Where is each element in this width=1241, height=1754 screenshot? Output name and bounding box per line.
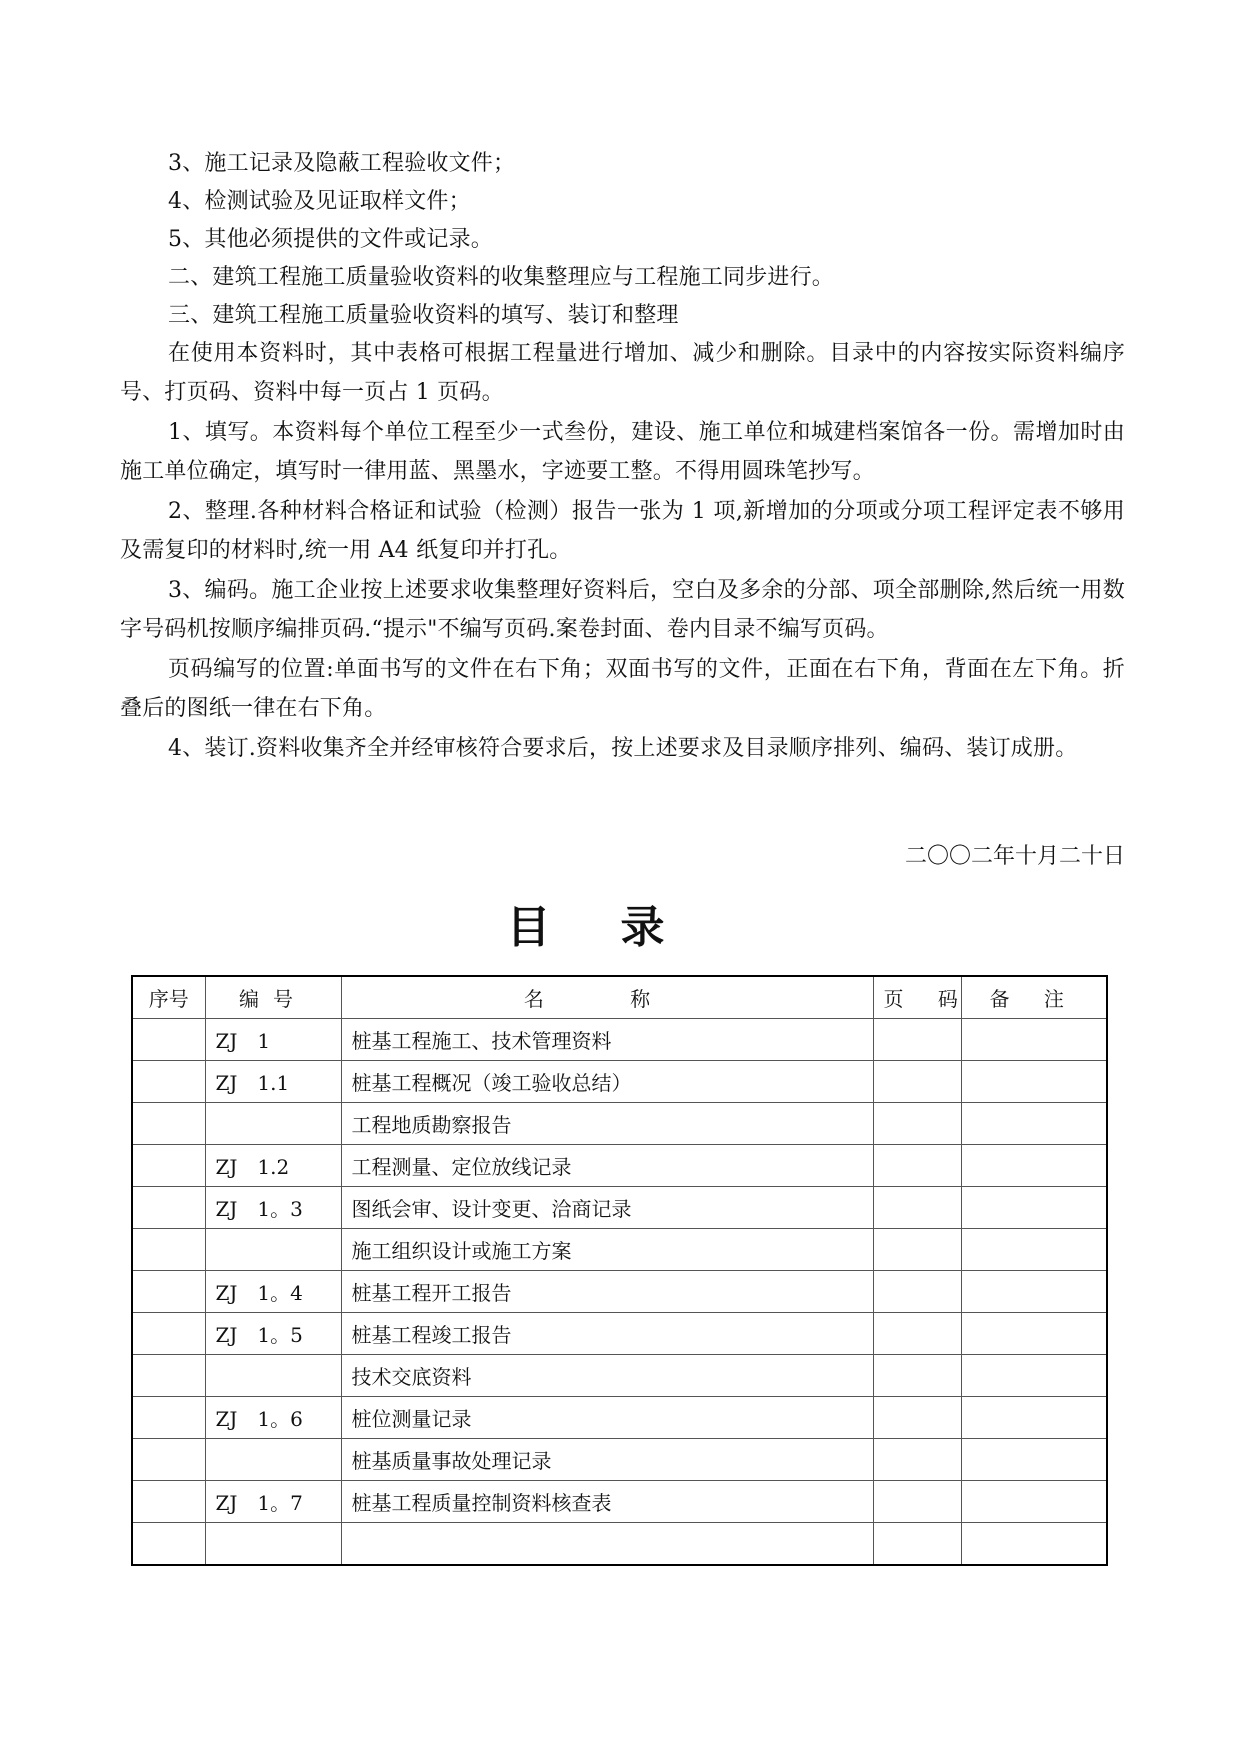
header-note: 备 注 [961,976,1107,1019]
table-row [132,1187,1107,1229]
row-page [873,1313,961,1355]
row-seq [132,1355,205,1397]
row-page [873,1187,961,1229]
row-code: ZJ 1。4 [205,1271,341,1313]
row-seq [132,1313,205,1355]
toc-header-row [132,976,1107,1019]
row-page [873,1061,961,1103]
row-name: 施工组织设计或施工方案 [341,1229,873,1271]
row-name: 桩基工程施工、技术管理资料 [341,1019,873,1061]
paragraph-encoding: 3、编码。施工企业按上述要求收集整理好资料后，空白及多余的分部、项全部删除,然后统一用数字号码机按顺序编排页码.“提示"不编写页码.案卷封面、卷内目录不编写页码。 [120,578,1125,642]
header-page: 页 码 [873,976,961,1019]
header-code: 编号 [205,976,341,1019]
table-row [132,1523,1107,1566]
paragraph-section-2: 二、建筑工程施工质量验收资料的收集整理应与工程施工同步进行。 [168,265,835,290]
row-page [873,1145,961,1187]
row-code [205,1103,341,1145]
row-seq [132,1271,205,1313]
row-name: 桩基工程开工报告 [341,1271,873,1313]
row-code: ZJ 1。3 [205,1187,341,1229]
table-row [132,1019,1107,1061]
table-row [132,1271,1107,1313]
paragraph-organize: 2、整理.各种材料合格证和试验（检测）报告一张为 1 项,新增加的分项或分项工程评定表不够用及需复印的材料时,统一用 A4 纸复印并打孔。 [120,499,1125,563]
table-row [132,1397,1107,1439]
row-seq [132,1187,205,1229]
row-code: ZJ 1。6 [205,1397,341,1439]
header-seq: 序号 [132,976,205,1019]
row-note [961,1229,1107,1271]
table-row [132,1229,1107,1271]
toc-table [131,975,1108,1566]
row-name: 工程测量、定位放线记录 [341,1145,873,1187]
table-row [132,1439,1107,1481]
row-seq [132,1523,205,1566]
row-name: 桩基工程概况（竣工验收总结） [341,1061,873,1103]
row-seq [132,1229,205,1271]
row-code: ZJ 1 [205,1019,341,1061]
table-row [132,1061,1107,1103]
row-note [961,1103,1107,1145]
paragraph-usage: 在使用本资料时，其中表格可根据工程量进行增加、减少和删除。目录中的内容按实际资料编序号、打页码、资料中每一页占 1 页码。 [120,341,1125,405]
document-date: 二〇〇二年十月二十日 [904,844,1125,869]
row-code: ZJ 1。7 [205,1481,341,1523]
row-note [961,1397,1107,1439]
row-name: 图纸会审、设计变更、洽商记录 [341,1187,873,1229]
row-code: ZJ 1。5 [205,1313,341,1355]
row-seq [132,1061,205,1103]
row-seq [132,1439,205,1481]
row-note [961,1523,1107,1566]
paragraph-item-3: 3、施工记录及隐蔽工程验收文件； [168,151,516,176]
table-row [132,1145,1107,1187]
row-name: 桩基质量事故处理记录 [341,1439,873,1481]
row-name: 工程地质勘察报告 [341,1103,873,1145]
row-code: ZJ 1.2 [205,1145,341,1187]
row-page [873,1271,961,1313]
header-name: 名 称 [341,976,873,1019]
row-page [873,1397,961,1439]
table-row [132,1103,1107,1145]
table-row [132,1481,1107,1523]
row-name: 桩基工程竣工报告 [341,1313,873,1355]
row-code [205,1229,341,1271]
row-name: 桩位测量记录 [341,1397,873,1439]
row-note [961,1313,1107,1355]
paragraph-binding: 4、装订.资料收集齐全并经审核符合要求后，按上述要求及目录顺序排列、编码、装订成册。 [168,736,1078,761]
row-note [961,1481,1107,1523]
row-note [961,1355,1107,1397]
row-code: ZJ 1.1 [205,1061,341,1103]
row-page [873,1229,961,1271]
row-note [961,1439,1107,1481]
paragraph-page-number-position: 页码编写的位置:单面书写的文件在右下角；双面书写的文件，正面在右下角，背面在左下角。折叠后的图纸一律在右下角。 [120,657,1125,721]
row-note [961,1061,1107,1103]
toc-title: 目录 [506,902,735,953]
row-page [873,1523,961,1566]
row-note [961,1271,1107,1313]
row-note [961,1019,1107,1061]
row-name: 技术交底资料 [341,1355,873,1397]
row-page [873,1481,961,1523]
paragraph-item-5: 5、其他必须提供的文件或记录。 [168,227,493,252]
row-page [873,1019,961,1061]
row-seq [132,1481,205,1523]
row-note [961,1187,1107,1229]
row-page [873,1439,961,1481]
row-note [961,1145,1107,1187]
row-page [873,1103,961,1145]
row-seq [132,1103,205,1145]
paragraph-fill-in: 1、填写。本资料每个单位工程至少一式叁份，建设、施工单位和城建档案馆各一份。需增加时由施工单位确定，填写时一律用蓝、黑墨水，字迹要工整。不得用圆珠笔抄写。 [120,420,1125,484]
table-row [132,1355,1107,1397]
row-name [341,1523,873,1566]
row-code [205,1523,341,1566]
row-seq [132,1019,205,1061]
paragraph-section-3: 三、建筑工程施工质量验收资料的填写、装订和整理 [168,303,679,328]
row-seq [132,1145,205,1187]
row-page [873,1355,961,1397]
row-name: 桩基工程质量控制资料核查表 [341,1481,873,1523]
table-row [132,1313,1107,1355]
row-code [205,1439,341,1481]
row-code [205,1355,341,1397]
row-seq [132,1397,205,1439]
toc-body [132,1019,1107,1566]
paragraph-item-4: 4、检测试验及见证取样文件； [168,189,471,214]
